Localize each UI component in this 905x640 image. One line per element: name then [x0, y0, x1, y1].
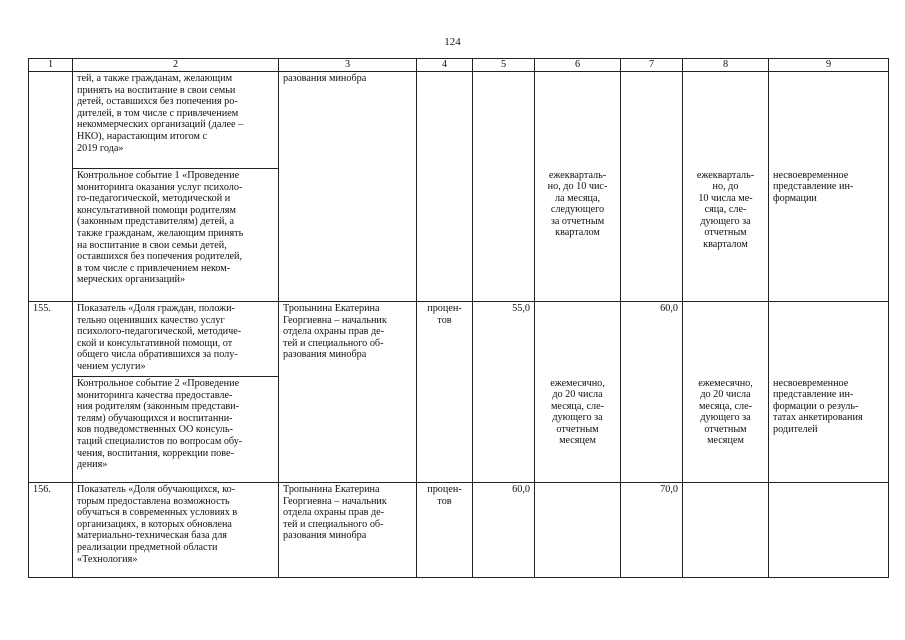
responsible-155: Тропынина Екатерина Георгиевна – начальник отдела охраны прав де- тей и специального об- разования минобра — [279, 302, 417, 483]
base-value-156: 60,0 — [473, 483, 535, 578]
row-number-cell — [29, 72, 73, 302]
header-col-5: 5 — [473, 59, 535, 72]
control-event-1-risk: несвоевременное представление ин- формации — [769, 169, 889, 302]
responsible-156: Тропынина Екатерина Георгиевна – начальник отдела охраны прав де- тей и специального об- разования минобра — [279, 483, 417, 578]
header-col-7: 7 — [621, 59, 683, 72]
control-event-2-deadline: ежемесячно, до 20 числа месяца, сле- дующего за отчетным месяцем — [683, 377, 769, 483]
row-number-155: 155. — [29, 302, 73, 483]
table-row — [29, 72, 889, 169]
control-event-1-period: ежекварталь- но, до 10 чис- ла месяца, следующего за отчетным кварталом — [535, 169, 621, 302]
base-value-155: 55,0 — [473, 302, 535, 483]
header-col-2: 2 — [73, 59, 279, 72]
measures-table — [28, 58, 889, 578]
control-event-1: Контрольное событие 1 «Проведение мониторинга оказания услуг психоло- го-педагогической, методической и консультативной помощи родителям (законным представителям) детей, а также гражданам, желающим принять на воспитание в свои семьи детей, оставшихся без попечения родителей, в том числе с привлечением неком- мерческих организаций» — [73, 169, 279, 302]
indicator-155: Показатель «Доля граждан, положи- тельно оценивших качество услуг психолого-педагогической, методиче- ской и консультативной помощи, от общего числа обратившихся за полу- чением услуги» — [73, 302, 279, 377]
period-cell — [535, 72, 621, 169]
target-value-cell — [621, 72, 683, 302]
deadline-155 — [683, 302, 769, 377]
target-value-156: 70,0 — [621, 483, 683, 578]
unit-cell — [417, 72, 473, 302]
target-value-155: 60,0 — [621, 302, 683, 483]
base-value-cell — [473, 72, 535, 302]
header-col-3: 3 — [279, 59, 417, 72]
unit-156: процен- тов — [417, 483, 473, 578]
control-event-1-deadline: ежекварталь- но, до 10 числа ме- сяца, сле- дующего за отчетным кварталом — [683, 169, 769, 302]
deadline-156 — [683, 483, 769, 578]
control-event-2-period: ежемесячно, до 20 числа месяца, сле- дующего за отчетным месяцем — [535, 377, 621, 483]
page-number: 124 — [444, 36, 461, 48]
indicator-156: Показатель «Доля обучающихся, ко- торым предоставлена возможность обучаться в современных условиях в организациях, в которых обновлена материально-техническая база для реализации предметной области «Технология» — [73, 483, 279, 578]
period-155 — [535, 302, 621, 377]
risk-155 — [769, 302, 889, 377]
unit-155: процен- тов — [417, 302, 473, 483]
header-col-6: 6 — [535, 59, 621, 72]
period-156 — [535, 483, 621, 578]
header-row — [29, 59, 889, 72]
control-event-2-risk: несвоевременное представление ин- формации о резуль- татах анкетирования родителей — [769, 377, 889, 483]
header-col-1: 1 — [29, 59, 73, 72]
risk-cell — [769, 72, 889, 169]
header-col-8: 8 — [683, 59, 769, 72]
risk-156 — [769, 483, 889, 578]
table-row — [29, 302, 889, 377]
indicator-cell: тей, а также гражданам, желающим принять на воспитание в свои семьи детей, оставшихся без попечения ро- дителей, в том числе с привлечением некоммерческих организаций (далее – НКО), нарастающим итогом с 2019 года» — [73, 72, 279, 169]
responsible-cell: разования минобра — [279, 72, 417, 302]
table-row — [29, 483, 889, 578]
row-number-156: 156. — [29, 483, 73, 578]
header-col-4: 4 — [417, 59, 473, 72]
control-event-2: Контрольное событие 2 «Проведение мониторинга качества предоставле- ния родителям (законным представи- телям) обучающихся и воспитанни- ков подведомственных ОО консуль- таций специалистов по вопросам обу- чения, воспитания, коррекции пове- дения» — [73, 377, 279, 483]
deadline-cell — [683, 72, 769, 169]
header-col-9: 9 — [769, 59, 889, 72]
